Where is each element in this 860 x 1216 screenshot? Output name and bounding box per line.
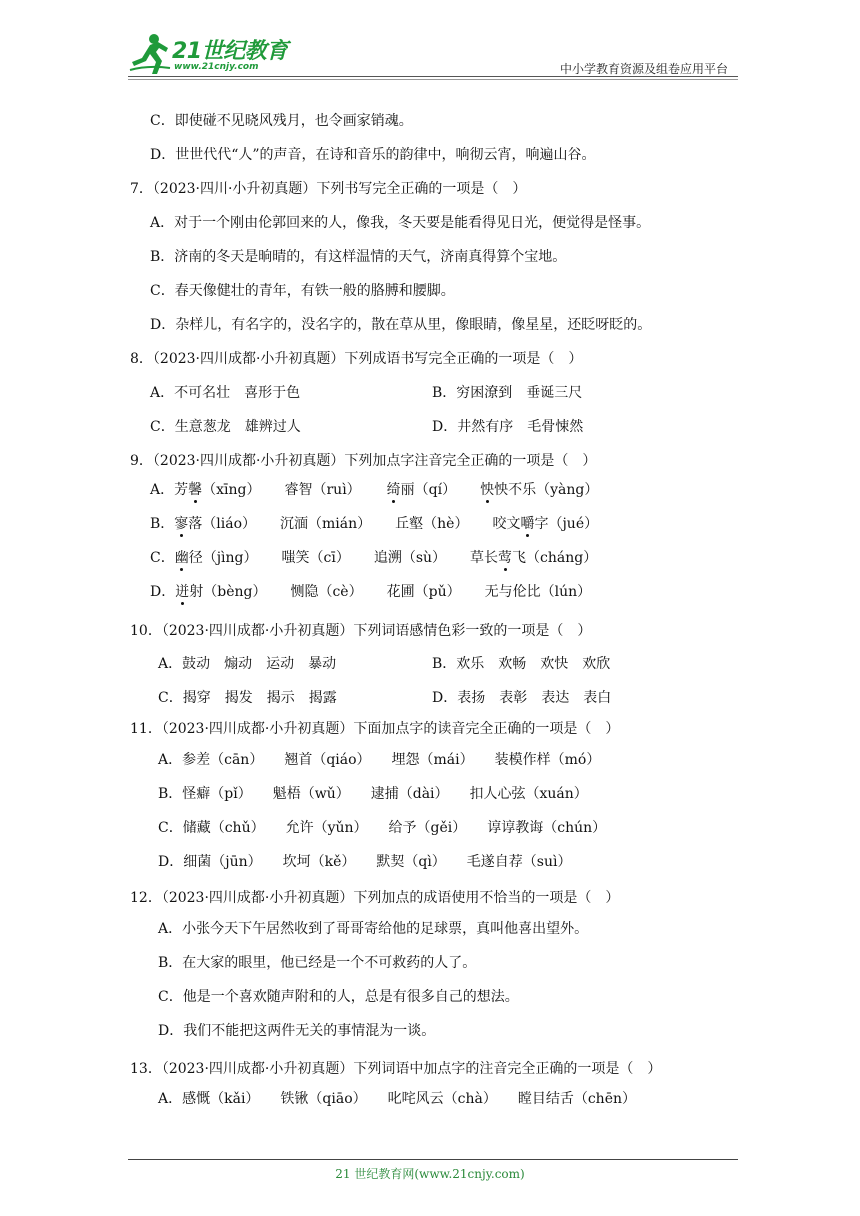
q7-option-a: A．对于一个刚由伦郭回来的人，像我，冬天要是能看得见日光，便觉得是怪事。 — [150, 215, 651, 231]
q10-option-c: C．揭穿 揭发 揭示 揭露 — [158, 690, 337, 706]
q7-stem: 7．（2023·四川·小升初真题）下列书写完全正确的一项是（ ） — [130, 181, 527, 197]
text: 射（bèng） — [189, 584, 267, 600]
option-letter: A． — [150, 482, 175, 498]
text: 怏不乐（yàng） — [494, 482, 599, 498]
q9-option-d — [150, 583, 591, 601]
q10-stem: 10．（2023·四川成都·小升初真题）下列词语感情色彩一致的一项是（ ） — [130, 623, 592, 639]
q6-option-d: D．世世代代“人”的声音，在诗和音乐的韵律中，响彻云宵，响遍山谷。 — [150, 147, 596, 163]
dotted-char: 馨 — [188, 482, 203, 498]
q11-option-a: A．参差（cān） 翘首（qiáo） 埋怨（mái） 装模作样（mó） — [158, 752, 601, 768]
logo-url: www.21cnjy.com — [174, 62, 259, 72]
text: 径（jìng） — [188, 550, 258, 566]
q12-stem: 12．（2023·四川成都·小升初真题）下列加点的成语使用不恰当的一项是（ ） — [130, 890, 620, 906]
q12-option-c: C．他是一个喜欢随声附和的人，总是有很多自己的想法。 — [158, 989, 519, 1005]
dotted-char: 莺 — [498, 550, 513, 566]
q11-option-d: D．细菌（jūn） 坎坷（kě） 默契（qì） 毛遂自荐（suì） — [158, 854, 572, 870]
q12-option-b: B．在大家的眼里，他已经是一个不可救药的人了。 — [158, 955, 477, 971]
q9-option-b — [150, 515, 598, 533]
text: 睿 — [284, 482, 299, 498]
text: 飞（cháng） — [512, 550, 598, 566]
text: 湎（mián） — [294, 516, 372, 532]
q8-stem: 8．（2023·四川成都·小升初真题）下列成语书写完全正确的一项是（ ） — [130, 351, 583, 367]
text: 芳 — [174, 482, 189, 498]
dotted-char: 怏 — [480, 482, 495, 498]
text: 嗤笑（cī） — [281, 550, 350, 566]
platform-title: 中小学教育资源及组卷应用平台 — [559, 62, 728, 76]
header-divider — [128, 76, 738, 77]
dotted-char: 幽 — [174, 550, 189, 566]
q9-stem: 9．（2023·四川成都·小升初真题）下列加点字注音完全正确的一项是（ ） — [130, 453, 597, 469]
logo-text: 21世纪教育 — [172, 39, 288, 64]
q13-stem: 13．（2023·四川成都·小升初真题）下列词语中加点字的注音完全正确的一项是（ ） — [130, 1061, 662, 1077]
text: 落（liáo） — [188, 516, 257, 532]
text: 无与伦 — [484, 584, 527, 600]
text: 恻隐（cè） — [290, 584, 363, 600]
page-header — [0, 0, 860, 82]
q7-option-d: D．杂样儿，有名字的，没名字的，散在草从里，像眼睛，像星星，还眨呀眨的。 — [150, 317, 652, 333]
text: 丘 — [395, 516, 410, 532]
text: 字（jué） — [534, 516, 599, 532]
q11-option-c: C．储藏（chǔ） 允许（yǔn） 给予（gěi） 谆谆教诲（chún） — [158, 820, 607, 836]
site-logo — [128, 30, 288, 80]
option-letter: D． — [150, 584, 176, 600]
text: 智（ruì） — [298, 482, 361, 498]
q9-option-a — [150, 481, 598, 499]
q12-option-d: D．我们不能把这两件无关的事情混为一谈。 — [158, 1023, 436, 1039]
q10-option-d: D．表扬 表彰 表达 表白 — [432, 690, 612, 706]
text: 溯（sù） — [387, 550, 447, 566]
text: 追 — [373, 550, 388, 566]
header-divider-thin — [128, 79, 738, 80]
option-letter: C． — [150, 550, 175, 566]
q8-option-c: C．生意葱龙 雄辨过人 — [150, 419, 301, 435]
dotted-char: 嚼 — [520, 516, 535, 532]
q8-option-d: D．井然有序 毛骨悚然 — [432, 419, 584, 435]
text: （lún） — [540, 584, 592, 600]
q12-option-a: A．小张今天下午居然收到了哥哥寄给他的足球票，真叫他喜出望外。 — [158, 921, 589, 937]
dotted-char: 寥 — [174, 516, 189, 532]
text: 圃（pǔ） — [400, 584, 461, 600]
text: 草长 — [470, 550, 499, 566]
q11-option-b: B．怪癖（pǐ） 魁梧（wǔ） 逮捕（dài） 扣人心弦（xuán） — [158, 786, 588, 802]
dotted-char: 迸 — [175, 584, 190, 600]
page-footer: 21 世纪教育网(www.21cnjy.com) — [335, 1167, 525, 1181]
q10-option-a: A．鼓动 煽动 运动 暴动 — [158, 656, 337, 672]
q7-option-c: C．春天像健壮的青年，有铁一般的胳膊和腰脚。 — [150, 283, 455, 299]
q13-option-a: A．感慨（kǎi） 铁锹（qiāo） 叱咤风云（chà） 瞠目结舌（chēn） — [158, 1091, 636, 1107]
q7-option-b: B．济南的冬天是晌晴的，有这样温情的天气，济南真得算个宝地。 — [150, 249, 567, 265]
text: 花 — [386, 584, 401, 600]
text: 丽（qí） — [400, 482, 457, 498]
q11-stem: 11．（2023·四川成都·小升初真题）下面加点字的读音完全正确的一项是（ ） — [130, 721, 620, 737]
text: （xīng） — [202, 482, 261, 498]
text: 壑（hè） — [409, 516, 469, 532]
text: 咬文 — [492, 516, 521, 532]
q6-option-c: C．即使碰不见晓风残月，也令画家销魂。 — [150, 113, 413, 129]
footer-divider — [128, 1159, 738, 1160]
q10-option-b: B．欢乐 欢畅 欢快 欢欣 — [432, 656, 611, 672]
q8-option-b: B．穷困潦到 垂诞三尺 — [432, 385, 583, 401]
runner-logo-icon — [128, 32, 172, 76]
dotted-char: 绮 — [386, 482, 401, 498]
q9-option-c — [150, 549, 597, 567]
text: 沉 — [280, 516, 295, 532]
option-letter: B． — [150, 516, 175, 532]
q8-option-a: A．不可名壮 喜形于色 — [150, 385, 301, 401]
text: 比 — [526, 584, 541, 600]
